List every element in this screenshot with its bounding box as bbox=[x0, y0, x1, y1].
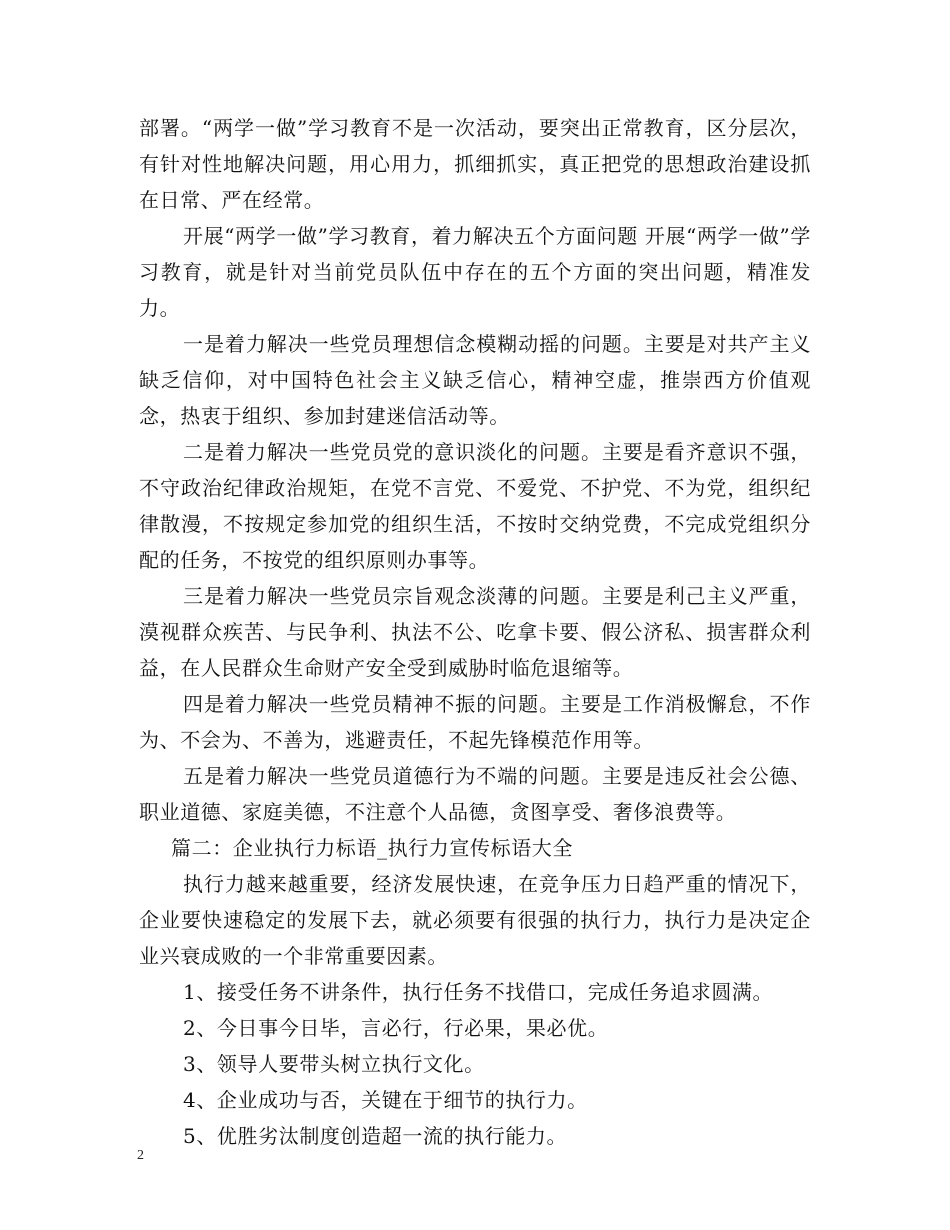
document-body bbox=[139, 110, 811, 1154]
paragraph-continuation: 部署。“两学一做”学习教育不是一次活动，要突出正常教育，区分层次，有针对性地解决问题，用心用力，抓细抓实，真正把党的思想政治建设抓在日常、严在经常。 bbox=[139, 116, 811, 212]
page-number: 2 bbox=[137, 1148, 144, 1163]
paragraph-execution-intro: 执行力越来越重要，经济发展快速，在竞争压力日趋严重的情况下，企业要快速稳定的发展下去，就必须要有很强的执行力，执行力是决定企业兴衰成败的一个非常重要因素。 bbox=[139, 872, 811, 968]
paragraph-point-one: 一是着力解决一些党员理想信念模糊动摇的问题。主要是对共产主义缺乏信仰，对中国特色社会主义缺乏信心，精神空虚，推崇西方价值观念，热衷于组织、参加封建迷信活动等。 bbox=[139, 332, 811, 428]
list-item-2: 2、今日事今日毕，言必行，行必果，果必优。 bbox=[183, 1016, 609, 1040]
list-item-1: 1、接受任务不讲条件，执行任务不找借口，完成任务追求圆满。 bbox=[183, 980, 774, 1004]
paragraph-two-learn-one-do: 开展“两学一做”学习教育，着力解决五个方面问题 开展“两学一做”学习教育，就是针对当前党员队伍中存在的五个方面的突出问题，精准发力。 bbox=[139, 224, 811, 320]
section-heading: 篇二：企业执行力标语_执行力宣传标语大全 bbox=[171, 836, 573, 860]
paragraph-point-three: 三是着力解决一些党员宗旨观念淡薄的问题。主要是利己主义严重，漠视群众疾苦、与民争利、执法不公、吃拿卡要、假公济私、损害群众利益，在人民群众生命财产安全受到威胁时临危退缩等。 bbox=[139, 584, 811, 680]
paragraph-point-five: 五是着力解决一些党员道德行为不端的问题。主要是违反社会公德、职业道德、家庭美德，不注意个人品德，贪图享受、奢侈浪费等。 bbox=[139, 764, 811, 824]
list-item-3: 3、领导人要带头树立执行文化。 bbox=[183, 1052, 485, 1076]
paragraph-point-two: 二是着力解决一些党员党的意识淡化的问题。主要是看齐意识不强，不守政治纪律政治规矩，在党不言党、不爱党、不护党、不为党，组织纪律散漫，不按规定参加党的组织生活，不按时交纳党费，不完成党组织分配的任务，不按党的组织原则办事等。 bbox=[139, 440, 811, 572]
list-item-5: 5、优胜劣汰制度创造超一流的执行能力。 bbox=[183, 1124, 568, 1148]
paragraph-point-four: 四是着力解决一些党员精神不振的问题。主要是工作消极懈怠，不作为、不会为、不善为，逃避责任，不起先锋模范作用等。 bbox=[139, 692, 811, 752]
list-item-4: 4、企业成功与否，关键在于细节的执行力。 bbox=[183, 1088, 588, 1112]
